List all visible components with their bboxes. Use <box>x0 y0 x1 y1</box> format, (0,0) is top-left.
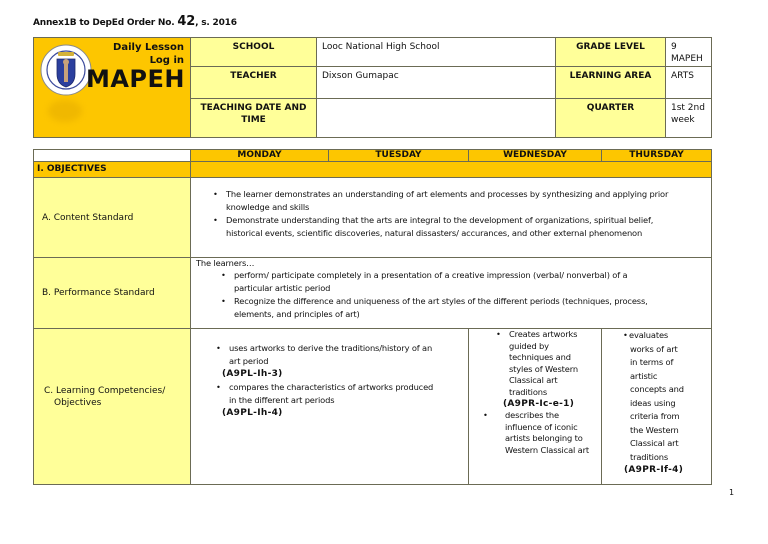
learning-area-value: ARTS <box>665 66 712 99</box>
school-value: Looc National High School <box>316 37 556 67</box>
performance-item1-line1: perform/ participate completely in a presentation of a creative impression (verbal/ nonverbal) of a <box>234 270 628 280</box>
teaching-date-label-line2: TIME <box>241 115 266 125</box>
wednesday-list <box>496 329 597 410</box>
logo-cell <box>33 37 191 138</box>
dll-title-line1: Daily Lesson <box>113 42 184 53</box>
performance-standard-item <box>221 269 703 295</box>
school-label: SCHOOL <box>190 37 317 67</box>
performance-item2-line1: Recognize the difference and uniqueness of the art styles of the different periods (techniques, process, <box>234 296 648 306</box>
content-standard-label: A. Content Standard <box>33 177 191 258</box>
wednesday-item <box>483 410 597 456</box>
competency-item <box>216 342 462 381</box>
thu-line: concepts and <box>630 384 684 394</box>
bullet-icon: • <box>216 382 221 392</box>
learning-area-label: LEARNING AREA <box>555 66 666 99</box>
day-header-monday: MONDAY <box>190 149 329 162</box>
thu-line: traditions <box>630 451 669 462</box>
content-standard-cell <box>190 177 712 258</box>
deped-seal-icon <box>40 44 92 96</box>
performance-standard-item <box>221 295 703 321</box>
wed-b1-line: techniques and <box>509 352 571 363</box>
day-header-thursday: THURSDAY <box>601 149 712 162</box>
competency1-code: (A9PL-Ih-3) <box>222 369 283 379</box>
competency1-line1: uses artworks to derive the traditions/history of an <box>229 343 433 353</box>
teaching-date-label <box>190 98 317 138</box>
competency2-code: (A9PL-Ih-4) <box>222 408 283 418</box>
bullet-icon: • <box>623 330 628 340</box>
objectives-band <box>190 161 712 178</box>
thu-line: evaluates <box>629 330 669 340</box>
thu-line: works of art <box>630 343 678 354</box>
content-standard-item2-line2: historical events, scientific discoveries, natural dissasters/ accurances, and other external phenomenon <box>226 228 643 238</box>
wed-b1-code: (A9PR-Ic-e-1) <box>503 398 575 409</box>
content-standard-item1-line2: knowledge and skills <box>226 202 310 212</box>
performance-standard-cell <box>190 257 712 329</box>
quarter-value <box>665 98 712 138</box>
dll-title-line2: Log in <box>149 55 184 66</box>
bullet-icon: • <box>496 329 501 339</box>
dll-title <box>113 41 184 67</box>
competencies-label-line1: C. Learning Competencies/ <box>44 386 166 396</box>
thursday-list <box>623 329 707 478</box>
bullet-icon: • <box>213 215 218 225</box>
subject-title: MAPEH <box>85 65 185 93</box>
performance-intro: The learners… <box>196 258 255 268</box>
thu-line: Classical art <box>630 438 679 448</box>
blurred-stamp <box>48 100 82 122</box>
competencies-label <box>33 328 191 485</box>
thu-line: criteria from <box>630 411 680 421</box>
quarter-label: QUARTER <box>555 98 666 138</box>
competencies-mon-tue-cell <box>190 328 469 485</box>
grade-level-label: GRADE LEVEL <box>555 37 666 67</box>
thu-code: (A9PR-If-4) <box>624 465 684 475</box>
grade-number: 9 <box>671 42 677 52</box>
order-number: 42 <box>177 14 196 29</box>
teacher-value: Dixson Gumapac <box>316 66 556 99</box>
competency1-line2: art period <box>229 356 269 366</box>
content-standard-list <box>213 188 703 240</box>
content-standard-item <box>213 188 703 214</box>
competencies-wednesday-cell <box>468 328 602 485</box>
bullet-icon: • <box>221 296 226 306</box>
grade-level-value <box>665 37 712 67</box>
thu-line: the Western <box>630 424 679 435</box>
annex-suffix: , s. 2016 <box>195 18 237 28</box>
thu-line: artistic <box>630 370 658 381</box>
wednesday-list-2 <box>483 410 597 456</box>
thursday-item <box>623 329 707 478</box>
annex-prefix: Annex1B to DepEd Order No. <box>33 18 175 28</box>
wed-b2-line: influence of iconic <box>505 421 578 432</box>
grade-subject: MAPEH <box>671 54 703 64</box>
content-standard-item1-line1: The learner demonstrates an understanding of art elements and processes by synthesizing and applying prior <box>226 189 669 199</box>
teaching-date-label-line1: TEACHING DATE AND <box>200 103 307 113</box>
thu-line: in terms of <box>630 357 674 367</box>
competency-item <box>216 381 462 420</box>
annex-reference <box>33 14 237 29</box>
teacher-label: TEACHER <box>190 66 317 99</box>
wed-b1-line: Classical art <box>509 375 558 386</box>
thu-line: ideas using <box>630 397 676 408</box>
mon-tue-list <box>216 342 462 420</box>
content-standard-item <box>213 214 703 240</box>
objectives-heading: I. OBJECTIVES <box>33 161 191 178</box>
wed-b1-line: guided by <box>509 340 549 351</box>
competencies-thursday-cell <box>601 328 712 485</box>
bullet-icon: • <box>221 270 226 280</box>
quarter-value-line2: week <box>671 115 695 125</box>
bullet-icon: • <box>216 343 221 353</box>
day-header-tuesday: TUESDAY <box>328 149 469 162</box>
bullet-icon: • <box>483 410 488 421</box>
wed-b1-line: styles of Western <box>509 363 578 374</box>
bullet-icon: • <box>213 189 218 199</box>
performance-standard-label: B. Performance Standard <box>33 257 191 329</box>
wed-b1-line: traditions <box>509 386 548 397</box>
competencies-label-line2: Objectives <box>54 398 102 408</box>
wed-b2-line: describes the <box>505 410 559 421</box>
content-standard-item2-line1: Demonstrate understanding that the arts are integral to the development of organizations, spiritual belief, <box>226 215 654 225</box>
competency2-line2: in the different art periods <box>229 395 335 405</box>
wednesday-item <box>496 329 597 410</box>
performance-item2-line2: elements, and principles of art) <box>234 309 360 319</box>
wed-b2-line: Western Classical art <box>505 444 589 455</box>
page-number: 1 <box>729 488 735 497</box>
performance-standard-list <box>196 269 703 321</box>
day-header-wednesday: WEDNESDAY <box>468 149 602 162</box>
quarter-value-line1: 1st 2nd <box>671 103 705 113</box>
teaching-date-value <box>316 98 556 138</box>
wed-b2-line: artists belonging to <box>505 433 583 444</box>
competency2-line1: compares the characteristics of artworks produced <box>229 382 434 392</box>
wed-b1-line: Creates artworks <box>509 329 578 339</box>
performance-item1-line2: particular artistic period <box>234 283 331 293</box>
